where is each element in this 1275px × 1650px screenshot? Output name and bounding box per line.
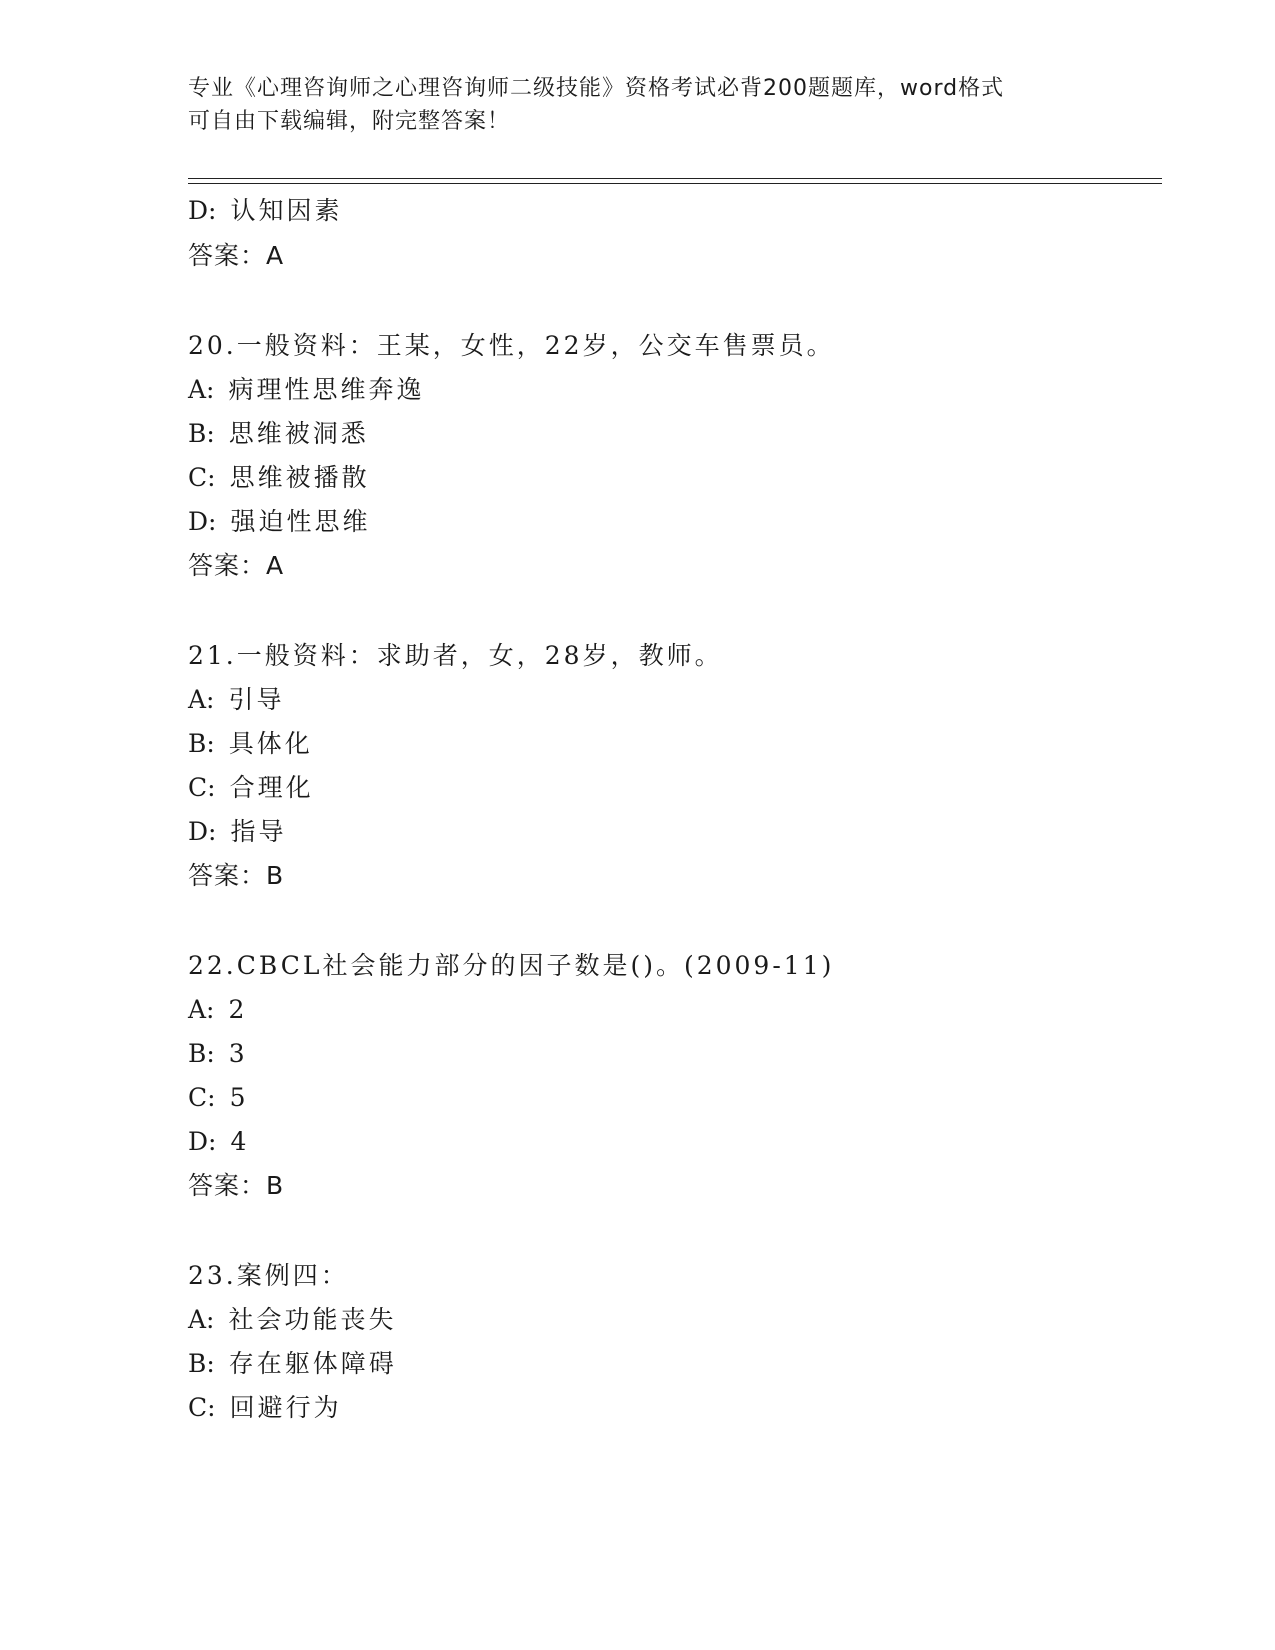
option-text: 3 [228, 1039, 248, 1068]
option-d [188, 817, 286, 847]
option-text: 社会功能丧失 [228, 1305, 397, 1334]
option-letter: A: [188, 1305, 215, 1334]
option-letter: B: [188, 1039, 215, 1068]
option-letter: A: [188, 685, 215, 714]
option-d [188, 507, 370, 537]
question-stem: 21.一般资料：求助者，女，28岁，教师。 [188, 641, 723, 670]
option-text: 具体化 [228, 729, 313, 758]
option-text: 2 [228, 995, 248, 1024]
option-a [188, 685, 285, 715]
answer-value: A [266, 241, 285, 270]
answer-label: 答案： [188, 861, 267, 890]
option-letter: B: [188, 1349, 215, 1378]
header-divider-bottom [188, 183, 1162, 184]
option-b [188, 419, 369, 449]
option-letter: C: [188, 1083, 216, 1112]
option-a [188, 995, 247, 1025]
option-d [188, 1127, 249, 1157]
option-a [188, 1305, 397, 1335]
header-line-1: 专业《心理咨询师之心理咨询师二级技能》资格考试必背200题题库，word格式 [188, 76, 1005, 101]
header-line-2: 可自由下载编辑，附完整答案！ [188, 109, 511, 134]
option-b [188, 1039, 248, 1069]
option-letter: A: [188, 375, 215, 404]
answer-label: 答案： [188, 241, 267, 270]
option-c [188, 1393, 342, 1423]
option-text: 回避行为 [229, 1393, 342, 1422]
option-text: 强迫性思维 [230, 507, 371, 536]
option-d [188, 196, 342, 226]
option-text: 引导 [228, 685, 285, 714]
option-text: 认知因素 [230, 196, 343, 225]
option-letter: C: [188, 463, 216, 492]
option-c [188, 773, 314, 803]
option-text: 思维被播散 [229, 463, 370, 492]
question-stem: 20.一般资料：王某，女性，22岁，公交车售票员。 [188, 331, 835, 360]
answer-value: B [266, 1171, 285, 1200]
option-b [188, 729, 313, 759]
answer-label: 答案： [188, 1171, 267, 1200]
option-letter: D: [188, 817, 217, 846]
option-b [188, 1349, 397, 1379]
option-letter: D: [188, 507, 217, 536]
answer-value: A [266, 551, 285, 580]
option-c [188, 463, 370, 493]
option-letter: D: [188, 1127, 217, 1156]
option-letter: B: [188, 729, 215, 758]
option-text: 5 [229, 1083, 249, 1112]
option-c [188, 1083, 248, 1113]
option-text: 合理化 [229, 773, 314, 802]
answer-line [188, 241, 284, 271]
question-stem: 23.案例四： [188, 1261, 349, 1290]
option-text: 思维被洞悉 [228, 419, 369, 448]
option-text: 存在躯体障碍 [228, 1349, 397, 1378]
answer-line [188, 551, 284, 581]
option-text: 病理性思维奔逸 [228, 375, 425, 404]
option-letter: D: [188, 196, 217, 225]
option-letter: A: [188, 995, 215, 1024]
answer-label: 答案： [188, 551, 267, 580]
header-divider-top [188, 178, 1162, 179]
answer-value: B [266, 861, 285, 890]
option-letter: C: [188, 773, 216, 802]
answer-line [188, 1171, 284, 1201]
document-header [188, 72, 1088, 138]
option-letter: C: [188, 1393, 216, 1422]
question-stem: 22.CBCL社会能力部分的因子数是()。(2009-11) [188, 951, 835, 980]
option-text: 指导 [230, 817, 287, 846]
option-a [188, 375, 425, 405]
option-text: 4 [230, 1127, 250, 1156]
answer-line [188, 861, 284, 891]
option-letter: B: [188, 419, 215, 448]
